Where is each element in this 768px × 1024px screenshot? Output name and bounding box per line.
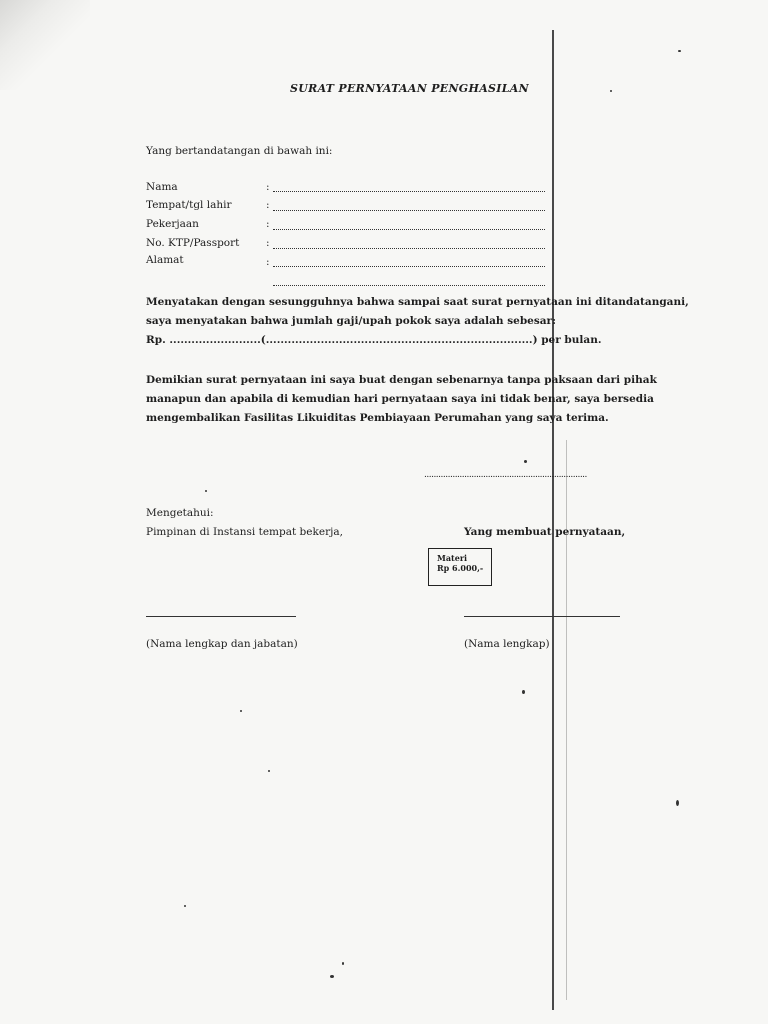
intro-text: Yang bertandatangan di bawah ini: [146, 145, 333, 157]
employer-signature-line [146, 616, 296, 617]
field-colon: : [266, 199, 270, 211]
scan-crease-line-faint [566, 440, 567, 1000]
stamp-line-2: Rp 6.000,- [437, 563, 484, 573]
scan-speck [522, 690, 525, 694]
closing-line-2: manapun dan apabila di kemudian hari pernyataan saya ini tidak benar, saya bersedia [146, 393, 654, 405]
field-label-nama: Nama [146, 181, 178, 193]
amount-line: Rp. .........................(.........................................................................) per bulan. [146, 334, 602, 346]
acknowledged-label: Mengetahui: [146, 507, 214, 519]
field-dots-no-ktp [273, 248, 545, 249]
scan-speck [330, 975, 334, 978]
declarant-name-label: (Nama lengkap) [464, 638, 550, 650]
scan-crease-line [552, 30, 554, 1010]
scan-speck [240, 710, 242, 712]
scan-speck [268, 770, 270, 772]
document-title: SURAT PERNYATAAN PENGHASILAN [290, 82, 529, 95]
employer-name-label: (Nama lengkap dan jabatan) [146, 638, 298, 650]
field-label-pekerjaan: Pekerjaan [146, 218, 199, 230]
employer-label: Pimpinan di Instansi tempat bekerja, [146, 526, 343, 538]
field-dots-alamat [273, 266, 545, 267]
scan-speck [678, 50, 681, 52]
scan-speck [342, 962, 344, 965]
field-dots-alamat-2 [273, 285, 545, 286]
duty-stamp-box [428, 548, 492, 586]
field-colon: : [266, 256, 270, 268]
scan-shadow [0, 0, 90, 90]
scan-speck [205, 490, 207, 492]
field-dots-nama [273, 191, 545, 192]
field-label-no-ktp: No. KTP/Passport [146, 237, 240, 249]
field-label-tempat-tgl-lahir: Tempat/tgl lahir [146, 199, 232, 211]
statement-line-1: Menyatakan dengan sesungguhnya bahwa sampai saat surat pernyataan ini ditandatangani, [146, 296, 689, 308]
field-colon: : [266, 218, 270, 230]
scan-speck [184, 905, 186, 907]
field-dots-pekerjaan [273, 229, 545, 230]
field-dots-tempat-tgl-lahir [273, 210, 545, 211]
field-colon: : [266, 237, 270, 249]
declarant-label: Yang membuat pernyataan, [464, 526, 626, 538]
scan-speck [524, 460, 527, 463]
field-label-alamat: Alamat [146, 254, 184, 266]
closing-line-3: mengembalikan Fasilitas Likuiditas Pembiayaan Perumahan yang saya terima. [146, 412, 609, 424]
scan-speck [610, 90, 612, 92]
place-date-dots: ..................................................................... [424, 470, 587, 480]
field-colon: : [266, 181, 270, 193]
scan-speck [676, 800, 679, 806]
statement-line-2: saya menyatakan bahwa jumlah gaji/upah pokok saya adalah sebesar: [146, 315, 556, 327]
stamp-line-1: Materi [437, 553, 468, 563]
declarant-signature-line [464, 616, 620, 617]
closing-line-1: Demikian surat pernyataan ini saya buat dengan sebenarnya tanpa paksaan dari pihak [146, 374, 657, 386]
